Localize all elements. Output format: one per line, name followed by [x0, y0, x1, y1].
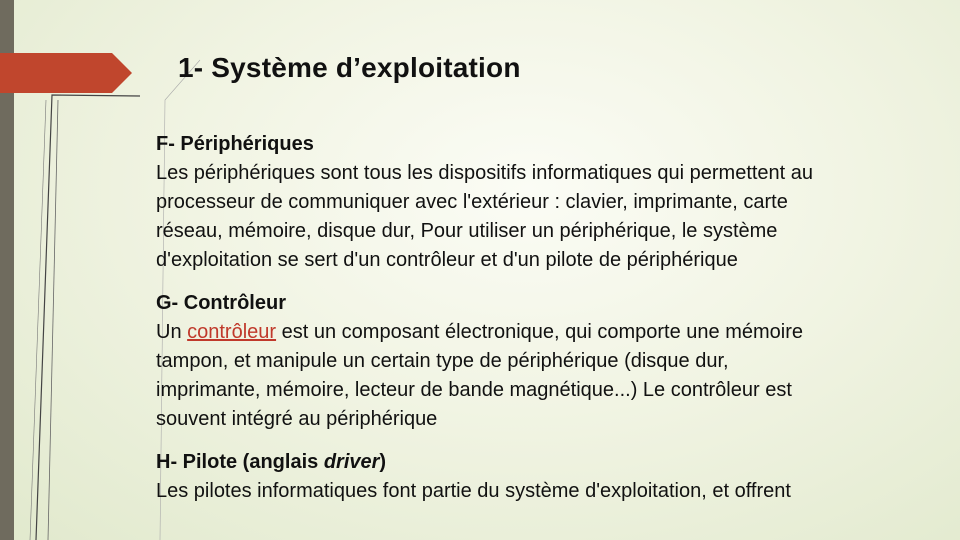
controleur-link[interactable]: contrôleur — [187, 321, 277, 343]
paragraph-line: souvent intégré au périphérique — [156, 408, 438, 430]
heading-part: H- Pilote (anglais — [156, 451, 324, 473]
section-heading — [156, 448, 956, 477]
paragraph-line: imprimante, mémoire, lecteur de bande magnétique...) Le contrôleur est — [156, 379, 792, 401]
slide-content — [156, 130, 956, 520]
heading-italic-driver: driver — [323, 451, 380, 473]
text-before-link: Un — [156, 321, 188, 343]
section-pilote — [156, 448, 956, 506]
slide-title: 1- Système d’exploitation — [178, 52, 521, 83]
paragraph-line: d'exploitation se sert d'un contrôleur et d'un pilote de périphérique — [156, 249, 738, 271]
heading-part: ) — [379, 451, 387, 473]
paragraph-line — [156, 318, 956, 347]
paragraph-line: réseau, mémoire, disque dur, Pour utiliser un périphérique, le système — [156, 220, 778, 242]
section-heading: G- Contrôleur — [156, 292, 286, 314]
section-peripheriques — [156, 130, 956, 275]
paragraph-line: processeur de communiquer avec l'extérieur : clavier, imprimante, carte — [156, 191, 788, 213]
title-accent-arrow — [0, 53, 132, 93]
paragraph-line: tampon, et manipule un certain type de périphérique (disque dur, — [156, 350, 729, 372]
section-heading: F- Périphériques — [156, 133, 314, 155]
text-after-link: est un composant électronique, qui comporte une mémoire — [276, 321, 804, 343]
section-controleur — [156, 289, 956, 434]
paragraph-line: Les périphériques sont tous les dispositifs informatiques qui permettent au — [156, 162, 814, 184]
paragraph-line: Les pilotes informatiques font partie du système d'exploitation, et offrent — [156, 480, 791, 502]
